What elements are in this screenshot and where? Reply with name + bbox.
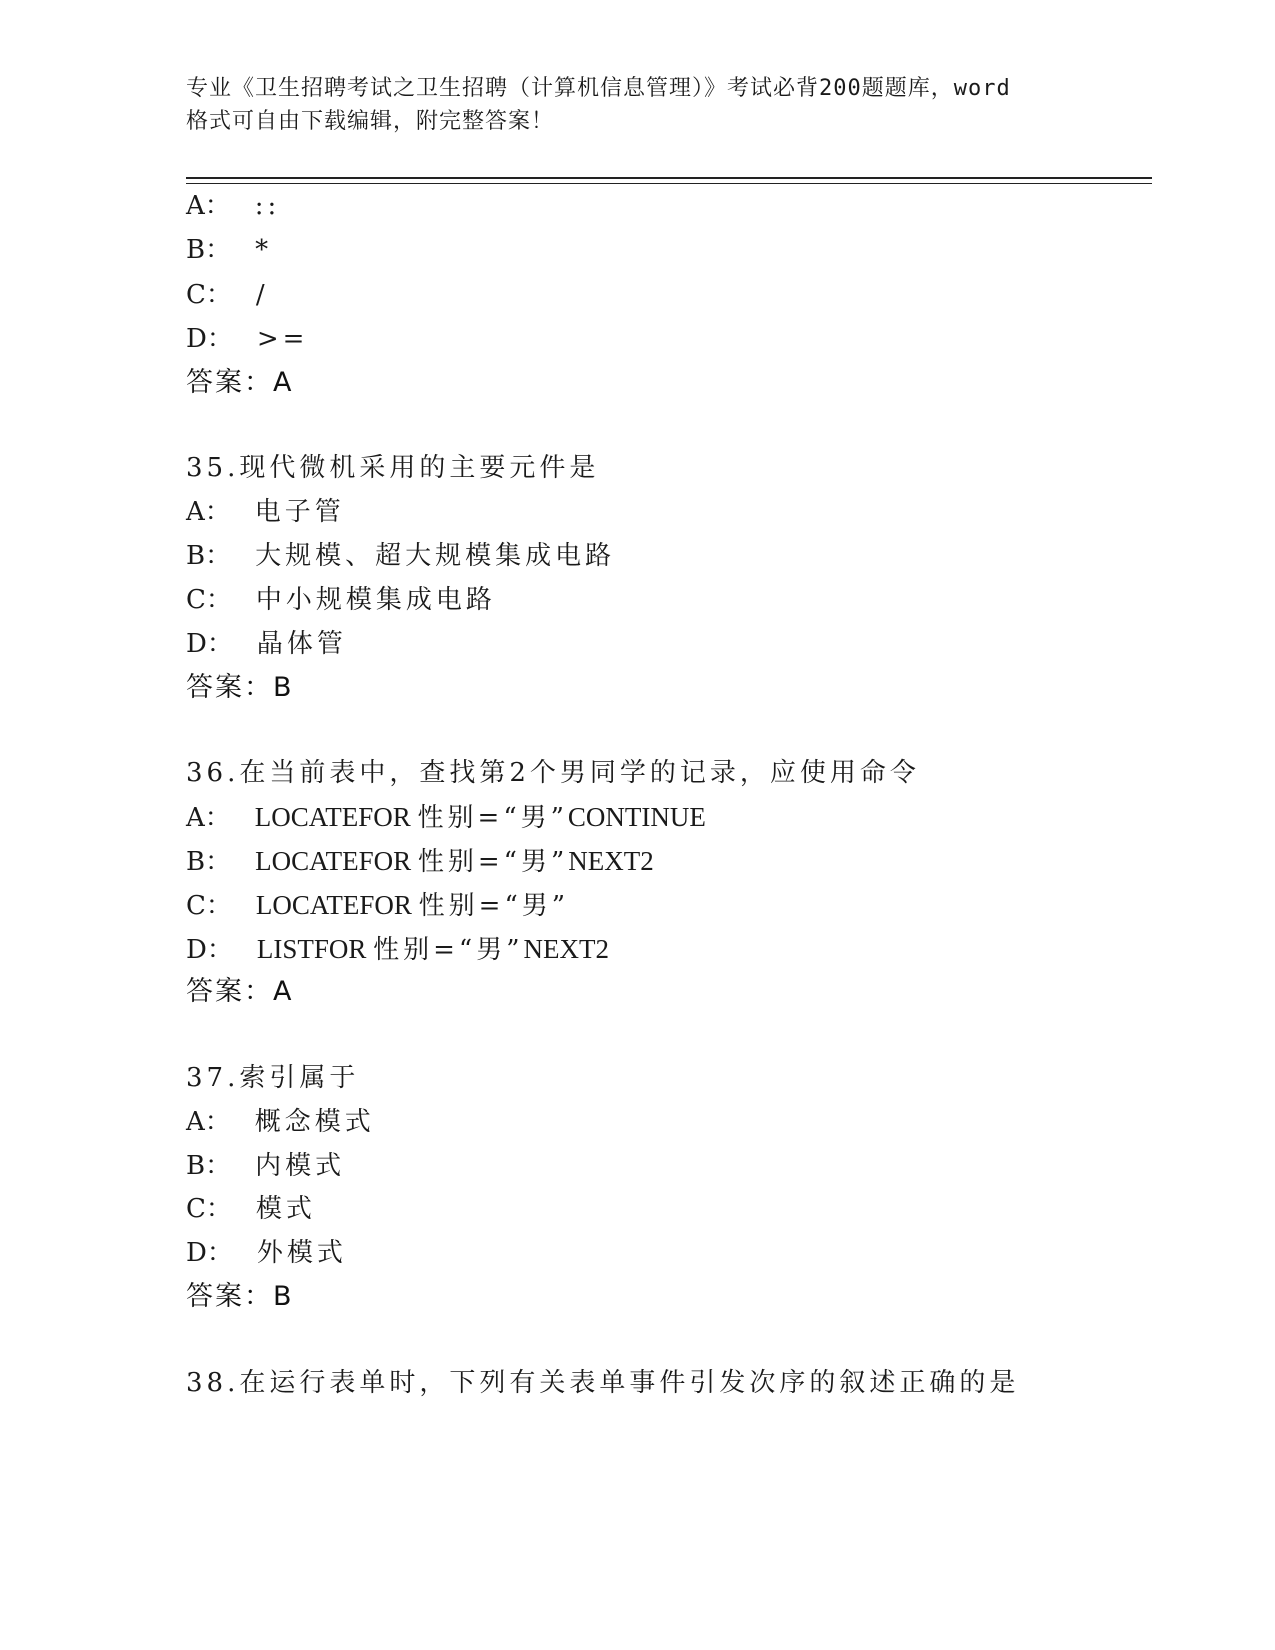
option-label: B： (186, 235, 232, 265)
header-divider-thick (186, 177, 1152, 179)
q34-option-c (186, 279, 269, 311)
q37-answer: 答案：B (186, 1281, 294, 1312)
option-text: >= (256, 324, 309, 354)
document-header (186, 72, 1086, 138)
q35-option-c (186, 584, 496, 616)
option-label: D： (186, 935, 233, 965)
option-text (255, 846, 654, 876)
q35-question: 35.现代微机采用的主要元件是 (186, 453, 600, 483)
q38-question: 38.在运行表单时，下列有关表单事件引发次序的叙述正确的是 (186, 1368, 1020, 1398)
option-text: 大规模、超大规模集成电路 (255, 541, 616, 571)
q37-option-b (186, 1150, 345, 1182)
q34-option-d (186, 323, 308, 355)
option-text-command: LOCATEFOR (255, 890, 412, 920)
option-text-scope: NEXT2 (568, 846, 654, 876)
option-text-condition: 性别=“男” (417, 803, 568, 833)
q36-option-b (186, 845, 654, 878)
option-text-scope: NEXT2 (523, 934, 609, 964)
header-line-2: 格式可自由下载编辑，附完整答案！ (186, 109, 555, 134)
q36-option-d (186, 933, 609, 966)
q34-answer: 答案：A (186, 367, 294, 398)
header-divider-thin (186, 183, 1152, 184)
option-text: * (255, 235, 273, 265)
q36-question: 36.在当前表中，查找第2个男同学的记录，应使用命令 (186, 758, 920, 788)
option-text: 中小规模集成电路 (255, 585, 496, 615)
option-label: C： (186, 585, 232, 615)
option-label: B： (186, 541, 232, 571)
q34-option-b (186, 234, 272, 266)
q35-option-a (186, 496, 345, 528)
option-label: D： (186, 1238, 233, 1268)
option-label: C： (186, 891, 232, 921)
header-line-1: 专业《卫生招聘考试之卫生招聘（计算机信息管理）》考试必背200题题库，word (186, 76, 1011, 101)
option-text (255, 802, 706, 832)
option-label: D： (186, 324, 233, 354)
option-text-command: LOCATEFOR (255, 846, 412, 876)
option-label: A： (186, 497, 231, 527)
option-text: 晶体管 (256, 629, 347, 659)
option-text-condition: 性别=“男” (418, 891, 570, 921)
option-text (257, 934, 609, 964)
option-text (256, 890, 569, 920)
q36-option-a (186, 801, 706, 834)
option-text-condition: 性别=“男” (417, 847, 569, 877)
q35-answer: 答案：B (186, 672, 294, 703)
q36-answer: 答案：A (186, 976, 294, 1007)
q34-option-a (186, 190, 280, 222)
option-label: A： (186, 1107, 231, 1137)
option-text: 模式 (255, 1194, 316, 1224)
option-label: A： (186, 191, 231, 221)
q37-option-a (186, 1106, 375, 1138)
q35-option-b (186, 540, 615, 572)
q36-option-c (186, 889, 569, 922)
option-text: / (255, 280, 269, 310)
option-label: B： (186, 847, 232, 877)
option-text: 概念模式 (254, 1107, 375, 1137)
option-label: A： (186, 803, 231, 833)
q37-question: 37.索引属于 (186, 1063, 360, 1093)
option-text: :: (254, 191, 281, 221)
option-text-condition: 性别=“男” (373, 935, 524, 965)
option-label: C： (186, 1194, 232, 1224)
q37-option-c (186, 1193, 316, 1225)
option-text-scope: CONTINUE (567, 802, 706, 832)
q37-option-d (186, 1237, 347, 1269)
option-text-command: LISTFOR (256, 934, 367, 964)
q35-option-d (186, 628, 347, 660)
option-label: C： (186, 280, 232, 310)
option-label: D： (186, 629, 233, 659)
option-text: 内模式 (255, 1151, 346, 1181)
option-text: 外模式 (256, 1238, 347, 1268)
option-text-command: LOCATEFOR (254, 802, 411, 832)
option-label: B： (186, 1151, 232, 1181)
option-text: 电子管 (254, 497, 345, 527)
